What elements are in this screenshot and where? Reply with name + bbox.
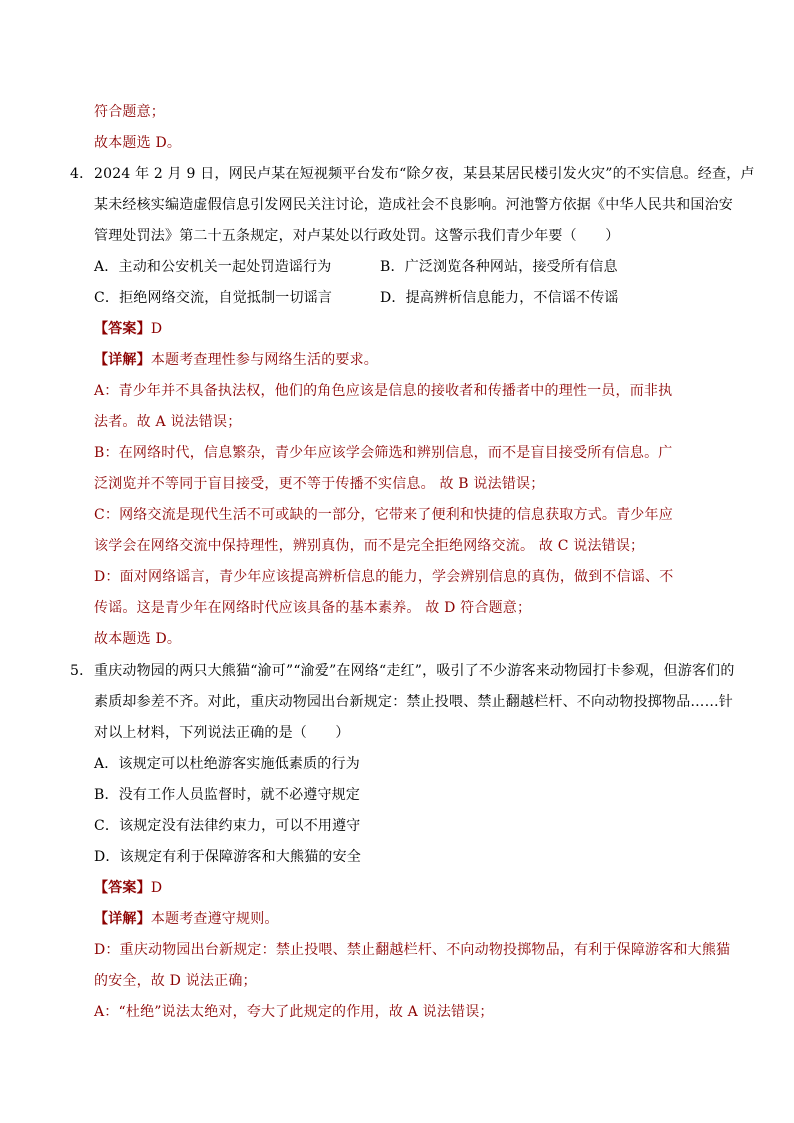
explanation-line: 该学会在网络交流中保持理性，辨别真伪，而不是完全拒绝网络交流。 故 C 说法错误； <box>94 538 645 554</box>
explanation-line: A：“杜绝”说法太绝对，夸大了此规定的作用，故 A 说法错误； <box>94 1004 494 1020</box>
answer-value: D <box>150 321 163 337</box>
detail-tag: 【详解】 <box>94 352 151 368</box>
option-b: B．广泛浏览各种网站，接受所有信息 <box>380 259 618 275</box>
question-stem-line: 管理处罚法》第二十五条规定，对卢某处以行政处罚。这警示我们青少年要（ ） <box>94 228 620 244</box>
explanation-line: B：在网络时代，信息繁杂，青少年应该学会筛选和辨别信息，而不是盲目接受所有信息。广 <box>94 445 673 461</box>
answer-value: D <box>150 880 163 896</box>
question-stem-line: 素质却参差不齐。对此，重庆动物园出台新规定：禁止投喂、禁止翻越栏杆、不向动物投掷物品……针 <box>94 694 733 710</box>
answer-tag: 【答案】 <box>94 880 151 896</box>
option-c: C．该规定没有法律约束力，可以不用遵守 <box>94 818 361 834</box>
explanation-line: 法者。故 A 说法错误； <box>94 414 242 430</box>
explanation-line: 传谣。这是青少年在网络时代应该具备的基本素养。 故 D 符合题意； <box>94 600 532 616</box>
detail-text: 本题考查理性参与网络生活的要求。 <box>150 352 379 368</box>
option-d: D．该规定有利于保障游客和大熊猫的安全 <box>94 849 362 865</box>
explanation-line: D：面对网络谣言，青少年应该提高辨析信息的能力，学会辨别信息的真伪，做到不信谣、不 <box>94 569 674 585</box>
prev-explanation-line: 符合题意； <box>94 104 165 120</box>
question-stem-line: 对以上材料，下列说法正确的是（ ） <box>94 725 350 741</box>
option-a: A．主动和公安机关一起处罚造谣行为 <box>94 259 332 275</box>
option-d: D．提高辨析信息能力，不信谣不传谣 <box>380 290 619 306</box>
question-stem-line: 重庆动物园的两只大熊猫“渝可”“渝爱”在网络“走红”，吸引了不少游客来动物园打卡参观，但游客们的 <box>94 663 735 679</box>
question-number: 4． <box>70 166 94 182</box>
detail-line <box>94 350 378 370</box>
conclusion-line: 故本题选 D。 <box>94 631 182 647</box>
answer-line <box>94 878 162 898</box>
question-number: 5． <box>70 663 94 679</box>
prev-conclusion: 故本题选 D。 <box>94 135 182 151</box>
question-stem-line: 2024 年 2 月 9 日，网民卢某在短视频平台发布“除夕夜，某县某居民楼引发火灾”的不实信息。经查，卢 <box>94 166 755 182</box>
detail-tag: 【详解】 <box>94 911 151 927</box>
explanation-line: C：网络交流是现代生活不可或缺的一部分，它带来了便利和快捷的信息获取方式。青少年应 <box>94 507 673 523</box>
question-stem-line: 某未经核实编造虚假信息引发网民关注讨论，造成社会不良影响。河池警方依据《中华人民共和国治安 <box>94 197 733 213</box>
explanation-line: 的安全，故 D 说法正确； <box>94 973 257 989</box>
answer-tag: 【答案】 <box>94 321 151 337</box>
answer-line <box>94 319 162 339</box>
detail-text: 本题考查遵守规则。 <box>150 911 279 927</box>
detail-line <box>94 909 279 929</box>
explanation-line: 泛浏览并不等同于盲目接受，更不等于传播不实信息。 故 B 说法错误； <box>94 476 545 492</box>
option-b: B．没有工作人员监督时，就不必遵守规定 <box>94 787 361 803</box>
explanation-line: D：重庆动物园出台新规定：禁止投喂、禁止翻越栏杆、不向动物投掷物品，有利于保障游客和大熊猫 <box>94 942 731 958</box>
explanation-line: A：青少年并不具备执法权，他们的角色应该是信息的接收者和传播者中的理性一员，而非执 <box>94 383 673 399</box>
option-a: A．该规定可以杜绝游客实施低素质的行为 <box>94 756 360 772</box>
option-c: C．拒绝网络交流，自觉抵制一切谣言 <box>94 290 333 306</box>
